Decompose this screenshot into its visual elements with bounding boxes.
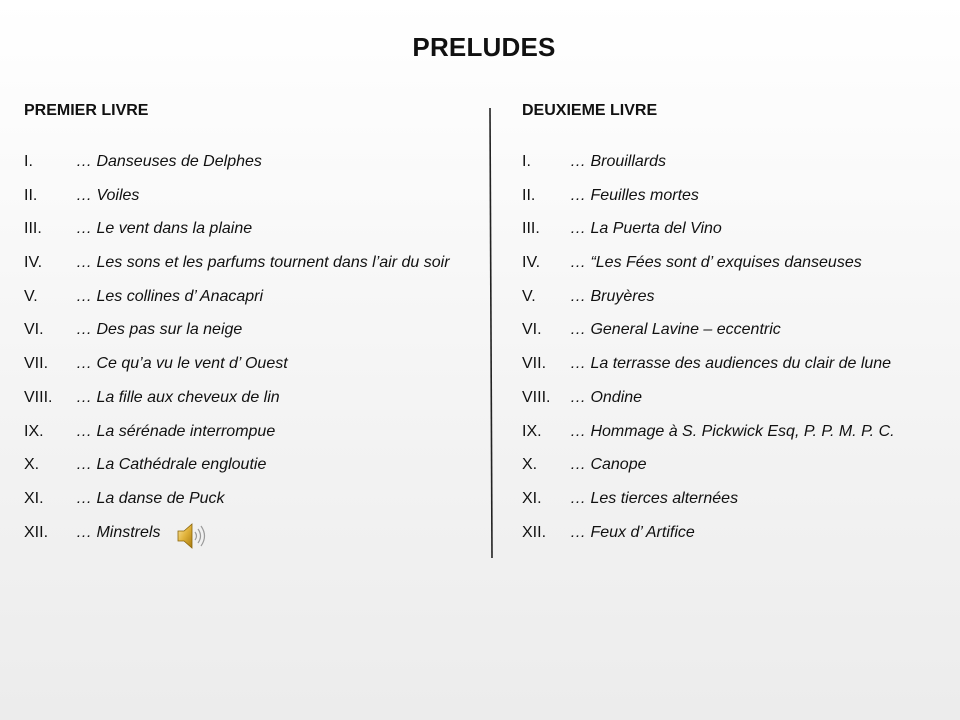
premier-livre-item-numeral: X. — [24, 456, 40, 474]
premier-livre-item — [24, 252, 484, 286]
deuxieme-livre-item — [522, 387, 942, 421]
premier-livre-list — [24, 151, 484, 555]
premier-livre-item-title: … Danseuses de Delphes — [76, 153, 262, 170]
page-title: PRELUDES — [412, 32, 556, 62]
deuxieme-livre-list — [522, 151, 942, 555]
deuxieme-livre-item-numeral: V. — [522, 287, 536, 305]
deuxieme-livre-item — [522, 185, 942, 219]
premier-livre-item-numeral: XI. — [24, 489, 44, 507]
deuxieme-livre-item — [522, 151, 942, 185]
deuxieme-livre-item-title: … La Puerta del Vino — [570, 220, 722, 238]
premier-livre-item-numeral: I. — [24, 153, 33, 170]
deuxieme-livre-item-numeral: VI. — [522, 321, 542, 339]
premier-livre-item — [24, 421, 484, 455]
premier-livre-item — [24, 353, 484, 387]
deuxieme-livre-item-numeral: III. — [522, 220, 540, 238]
premier-livre-item-numeral: VI. — [24, 321, 44, 339]
deuxieme-livre-item-title: … La terrasse des audiences du clair de lune — [570, 355, 892, 373]
deuxieme-livre-item-numeral: XI. — [522, 489, 542, 507]
premier-livre-item-title: … Ce qu’a vu le vent d’ Ouest — [76, 355, 288, 373]
deuxieme-livre-item-title: … Brouillards — [570, 153, 667, 170]
premier-livre-item-numeral: II. — [24, 186, 38, 204]
deuxieme-livre-item — [522, 286, 942, 320]
deuxieme-livre-item-title: … Feux d’ Artifice — [570, 523, 695, 541]
premier-livre-column — [24, 100, 484, 555]
deuxieme-livre-item — [522, 252, 942, 286]
premier-livre-item — [24, 286, 484, 320]
premier-livre-item-numeral: III. — [24, 220, 42, 238]
premier-livre-item-title: … Les collines d’ Anacapri — [76, 287, 264, 305]
premier-livre-item-title: … La Cathédrale engloutie — [76, 456, 267, 474]
speaker-icon[interactable] — [175, 519, 209, 553]
deuxieme-livre-item — [522, 488, 942, 522]
deuxieme-livre-item — [522, 319, 942, 353]
premier-livre-item — [24, 185, 484, 219]
premier-livre-item-numeral: V. — [24, 287, 38, 305]
deuxieme-livre-item-numeral: II. — [522, 186, 536, 204]
deuxieme-livre-item — [522, 353, 942, 387]
deuxieme-livre-item-title: … “Les Fées sont d’ exquises danseuses — [570, 254, 862, 272]
premier-livre-item-numeral: VIII. — [24, 388, 53, 406]
premier-livre-item-title: … Minstrels — [76, 523, 161, 541]
deuxieme-livre-item-numeral: VIII. — [522, 388, 551, 406]
premier-livre-item-numeral: IX. — [24, 422, 44, 440]
deuxieme-livre-item — [522, 522, 942, 556]
deuxieme-livre-item — [522, 218, 942, 252]
deuxieme-livre-item-title: … Les tierces alternées — [570, 489, 739, 507]
deuxieme-livre-item-numeral: IX. — [522, 422, 542, 440]
premier-livre-item — [24, 218, 484, 252]
deuxieme-livre-item-title: … Canope — [570, 456, 647, 474]
deuxieme-livre-column — [522, 100, 942, 555]
deuxieme-livre-item — [522, 421, 942, 455]
deuxieme-livre-item — [522, 454, 942, 488]
premier-livre-item — [24, 454, 484, 488]
premier-livre-item-title: … La danse de Puck — [76, 489, 225, 507]
deuxieme-livre-item-numeral: I. — [522, 153, 531, 170]
premier-livre-item-title: … Le vent dans la plaine — [76, 220, 253, 238]
deuxieme-livre-item-title: … Bruyères — [570, 287, 655, 305]
premier-livre-heading: PREMIER LIVRE — [24, 102, 149, 119]
premier-livre-item — [24, 387, 484, 421]
premier-livre-item — [24, 488, 484, 522]
premier-livre-item-title: … La fille aux cheveux de lin — [76, 388, 280, 406]
premier-livre-item-numeral: VII. — [24, 355, 49, 373]
deuxieme-livre-item-title: … Feuilles mortes — [570, 186, 699, 204]
deuxieme-livre-item-title: … General Lavine – eccentric — [570, 321, 781, 339]
deuxieme-livre-item-title: … Hommage à S. Pickwick Esq, P. P. M. P. C. — [570, 422, 895, 440]
premier-livre-item-title: … Des pas sur la neige — [76, 321, 243, 339]
deuxieme-livre-item-numeral: XII. — [522, 523, 547, 541]
deuxieme-livre-item-numeral: X. — [522, 456, 538, 474]
deuxieme-livre-heading: DEUXIEME LIVRE — [522, 102, 658, 119]
premier-livre-item-title: … Voiles — [76, 186, 140, 204]
deuxieme-livre-item-title: … Ondine — [570, 388, 643, 406]
premier-livre-item — [24, 151, 484, 185]
premier-livre-item-title: … La sérénade interrompue — [76, 422, 276, 440]
premier-livre-item-title: … Les sons et les parfums tournent dans l’air du soir — [76, 254, 450, 272]
deuxieme-livre-item-numeral: IV. — [522, 254, 541, 272]
column-divider — [488, 108, 494, 558]
premier-livre-item-numeral: IV. — [24, 254, 43, 272]
premier-livre-item-numeral: XII. — [24, 523, 49, 541]
deuxieme-livre-item-numeral: VII. — [522, 355, 547, 373]
premier-livre-item — [24, 522, 484, 556]
premier-livre-item — [24, 319, 484, 353]
